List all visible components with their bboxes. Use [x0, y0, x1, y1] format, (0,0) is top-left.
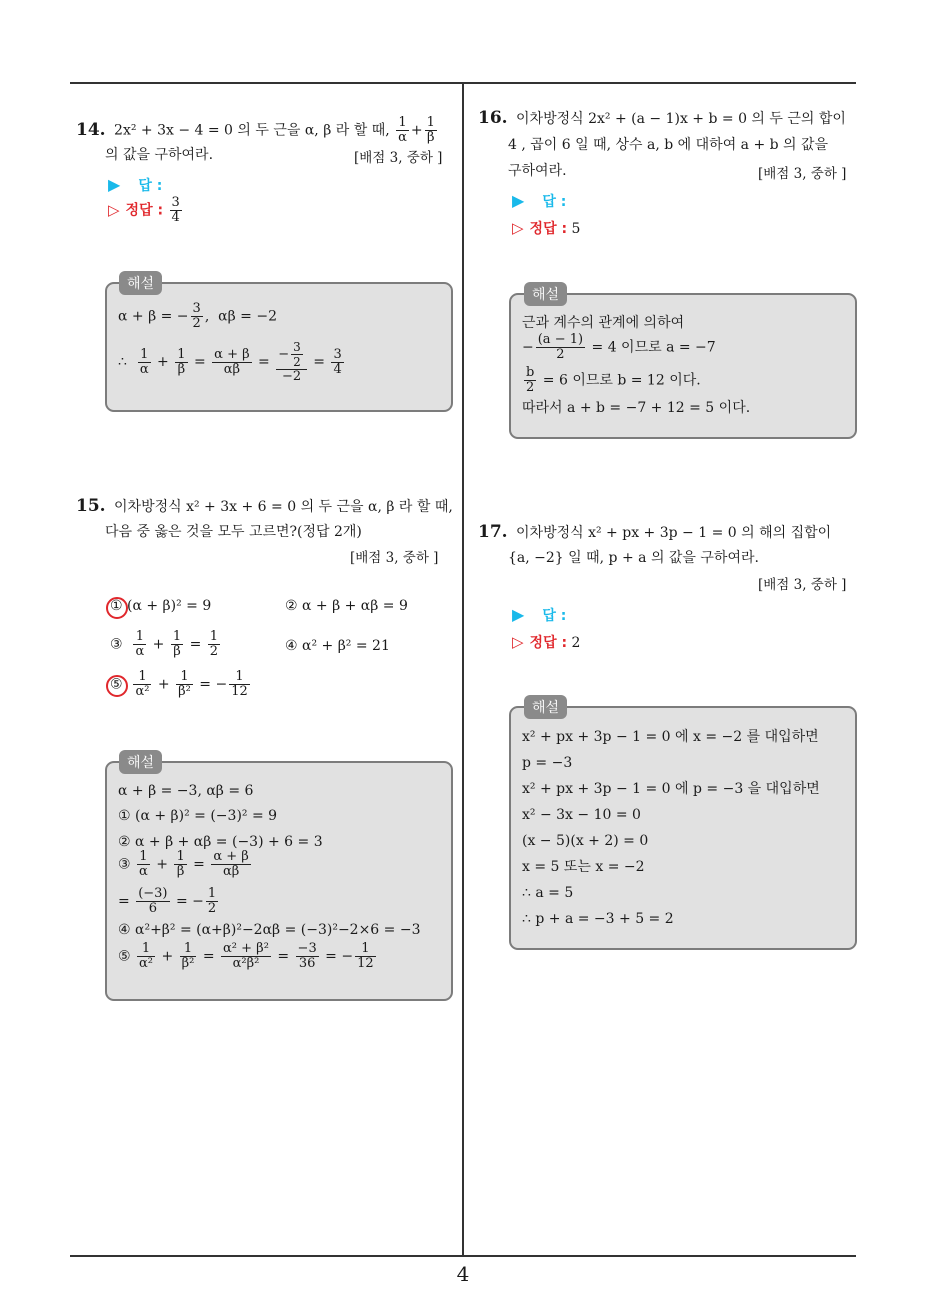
solution-line: x² + px + 3p − 1 = 0 에 p = −3 을 대입하면 [522, 781, 820, 797]
answer-label: 답 : [542, 194, 567, 210]
solution-line: x² + px + 3p − 1 = 0 에 x = −2 를 대입하면 [522, 729, 819, 745]
page-number: 4 [456, 1262, 470, 1286]
solution-line: x = 5 또는 x = −2 [522, 859, 645, 875]
play-icon: ▶ [108, 175, 121, 194]
solution-line: ③ $\frac{1}{\alpha}$ + $\frac{1}{\beta}$ = $\frac{\alpha + \beta}{\alpha\beta}$ [118, 849, 249, 879]
question-text: 이차방정식 2x² + (a − 1)x + b = 0 의 두 근의 합이 [516, 111, 846, 127]
explanation-tag: 해설 [119, 271, 162, 295]
correct-answer-line [512, 218, 580, 238]
explanation-tag: 해설 [119, 750, 162, 774]
question-text-cont: 구하여라. [508, 163, 567, 179]
explanation-tag: 해설 [524, 282, 567, 306]
question-number: 14. [76, 119, 106, 140]
score-meta: [배점 3, 중하 ] [758, 577, 847, 593]
solution-line: ∴ p + a = −3 + 5 = 2 [522, 911, 674, 927]
solution-line: 따라서 a + b = −7 + 12 = 5 이다. [522, 400, 751, 416]
answer-input-line[interactable] [512, 605, 566, 625]
fraction-1-alpha: $\frac{1}{\alpha}$ [398, 115, 407, 145]
question-14: 14. 2x² + 3x − 4 = 0 의 두 근을 α, β 라 할 때, $\frac{1}{\alpha}$ + $\frac{1}{\beta}$ [76, 115, 435, 145]
option-5[interactable]: ⑤ $\frac{1}{\text{α²}}$ + $\frac{1}{\text{β²}}$ = − $\frac{1}{12}$ [110, 669, 248, 699]
option-1[interactable]: ① (α + β)² = 9 [110, 598, 212, 614]
question-text-cont: 의 값을 구하여라. [105, 147, 214, 163]
solution-line: ④ α²+β² = (α+β)²−2αβ = (−3)²−2×6 = −3 [118, 922, 421, 938]
question-number: 17. [478, 522, 508, 542]
solution-line: ② α + β + αβ = (−3) + 6 = 3 [118, 834, 323, 850]
correct-answer-fraction: $\frac{3}{4}$ [171, 195, 180, 225]
triangle-outline-icon: ▷ [108, 200, 120, 219]
question-text: 이차방정식 x² + px + 3p − 1 = 0 의 해의 집합이 [516, 525, 832, 541]
score-meta: [배점 3, 중하 ] [350, 550, 439, 566]
play-icon: ▶ [512, 605, 525, 624]
question-text: 2x² + 3x − 4 = 0 의 두 근을 α, β 라 할 때, [114, 122, 390, 139]
score-meta: [배점 3, 중하 ] [354, 150, 443, 166]
option-4[interactable]: ④ α² + β² = 21 [285, 638, 390, 654]
solution-line: x² − 3x − 10 = 0 [522, 807, 641, 823]
question-17 [478, 520, 863, 545]
triangle-outline-icon: ▷ [512, 633, 524, 651]
solution-line: p = −3 [522, 755, 573, 771]
correct-label: 정답 : [529, 635, 568, 651]
bottom-rule [70, 1255, 856, 1257]
column-divider [462, 83, 464, 1256]
solution-line: (x − 5)(x + 2) = 0 [522, 833, 649, 849]
solution-line: = $\frac{(-3)}{6}$ = − $\frac{1}{2}$ [118, 886, 217, 916]
solution-line: ① (α + β)² = (−3)² = 9 [118, 808, 278, 824]
answer-input-line[interactable] [108, 175, 162, 195]
solution-line: α + β = −3, αβ = 6 [118, 783, 254, 799]
option-3[interactable]: ③ $\frac{1}{\alpha}$ + $\frac{1}{\beta}$ = $\frac{1}{2}$ [110, 629, 219, 659]
explanation-tag: 해설 [524, 695, 567, 719]
answer-label: 답 : [138, 178, 163, 194]
fraction-1-beta: $\frac{1}{\beta}$ [426, 115, 435, 145]
question-text-cont: {a, −2} 일 때, p + a 의 값을 구하여라. [508, 550, 759, 566]
solution-line: 근과 계수의 관계에 의하여 [522, 315, 685, 331]
solution-line: $\frac{b}{2}$ = 6 이므로 b = 12 이다. [526, 365, 701, 395]
question-text-cont: 다음 중 옳은 것을 모두 고르면?(정답 2개) [105, 524, 362, 540]
solution-line: − $\frac{(a - 1)}{2}$ = 4 이므로 a = −7 [522, 332, 716, 362]
correct-answer-value: 5 [571, 221, 581, 237]
triangle-outline-icon: ▷ [512, 219, 524, 237]
solution-line: ⑤ $\frac{1}{\text{α²}}$ + $\frac{1}{\text{β²}}$ = $\frac{\text{α² + β²}}{\text{α²β²}}$ = $\frac{-3}{36}$ = − $\frac{1}{12}$ [118, 941, 374, 971]
solution-line: ∴ a = 5 [522, 885, 574, 901]
question-text: 이차방정식 x² + 3x + 6 = 0 의 두 근을 α, β 라 할 때, [114, 499, 453, 515]
correct-answer-line [108, 196, 184, 225]
correct-label: 정답 : [529, 221, 568, 237]
question-15 [76, 494, 456, 519]
question-number: 16. [478, 108, 508, 128]
correct-answer-value: 2 [571, 635, 581, 651]
play-icon: ▶ [512, 191, 525, 210]
solution-line: α + β = − $\frac{3}{2}$ , αβ = −2 [118, 301, 277, 331]
correct-answer-line [512, 632, 580, 652]
question-16 [478, 106, 863, 131]
correct-label: 정답 : [125, 202, 164, 219]
answer-input-line[interactable] [512, 191, 566, 211]
score-meta: [배점 3, 중하 ] [758, 166, 847, 182]
option-2[interactable]: ② α + β + αβ = 9 [285, 598, 408, 614]
question-text-cont: 4 , 곱이 6 일 때, 상수 a, b 에 대하여 a + b 의 값을 [508, 137, 829, 153]
answer-label: 답 : [542, 608, 567, 624]
question-number: 15. [76, 496, 106, 516]
solution-line: ∴ $\frac{1}{\alpha}$ + $\frac{1}{\beta}$ = $\frac{\alpha + \beta}{\alpha\beta}$ = − $\frac{3}{2}$ −2 = $\frac{3}{4}$ [118, 340, 342, 384]
